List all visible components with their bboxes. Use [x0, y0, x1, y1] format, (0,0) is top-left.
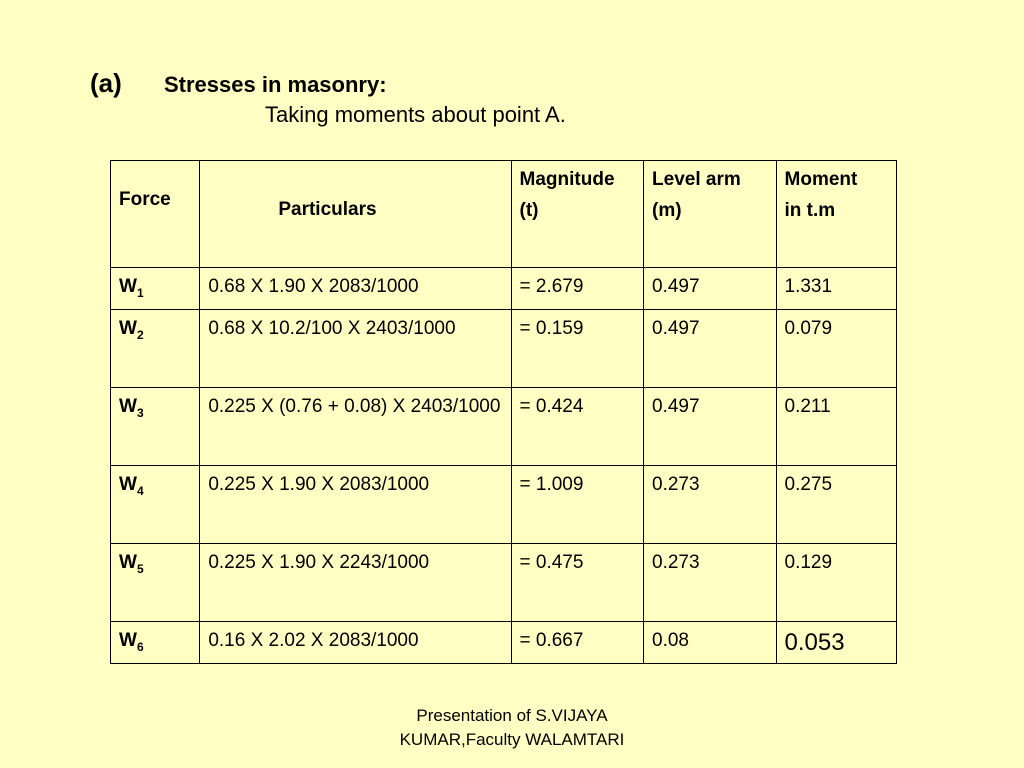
table-row	[111, 268, 897, 310]
force-cell	[111, 268, 200, 310]
header-magnitude-line2: (t)	[519, 200, 539, 221]
magnitude-cell: = 1.009	[511, 466, 644, 544]
header-moment-line1: Moment	[784, 169, 858, 190]
footer-line1: Presentation of S.VIJAYA	[416, 706, 608, 725]
footer-line2: KUMAR,Faculty WALAMTARI	[399, 730, 625, 749]
force-subscript: 5	[136, 562, 144, 576]
table-row	[111, 310, 897, 388]
force-symbol: W	[119, 396, 137, 417]
header-magnitude-line1: Magnitude	[519, 169, 615, 190]
header-moment-line2: in t.m	[784, 200, 836, 221]
moment-cell: 0.079	[776, 310, 896, 388]
lever-arm-cell: 0.497	[644, 310, 777, 388]
header-lever-line1: Level arm	[652, 169, 741, 190]
force-cell	[111, 466, 200, 544]
force-subscript: 6	[136, 640, 144, 654]
force-subscript: 4	[136, 484, 144, 498]
header-moment	[776, 161, 896, 268]
slide-subtitle: Taking moments about point A.	[265, 102, 566, 127]
force-subscript: 2	[136, 328, 144, 342]
moment-cell: 1.331	[776, 268, 896, 310]
magnitude-cell: = 0.667	[511, 622, 644, 664]
lever-arm-cell: 0.497	[644, 268, 777, 310]
table-row	[111, 544, 897, 622]
particulars-cell: 0.68 X 10.2/100 X 2403/1000	[200, 310, 511, 388]
force-subscript: 3	[136, 406, 144, 420]
header-lever-line2: (m)	[652, 200, 682, 221]
particulars-cell: 0.68 X 1.90 X 2083/1000	[200, 268, 511, 310]
header-lever-arm	[644, 161, 777, 268]
table-header-row	[111, 161, 897, 268]
particulars-cell: 0.225 X (0.76 + 0.08) X 2403/1000	[200, 388, 511, 466]
moment-cell: 0.211	[776, 388, 896, 466]
force-subscript: 1	[136, 286, 144, 300]
table-row	[111, 466, 897, 544]
particulars-cell: 0.225 X 1.90 X 2083/1000	[200, 466, 511, 544]
table-row	[111, 388, 897, 466]
force-symbol: W	[119, 318, 137, 339]
force-symbol: W	[119, 276, 137, 297]
force-cell	[111, 388, 200, 466]
force-symbol: W	[119, 552, 137, 573]
particulars-cell: 0.225 X 1.90 X 2243/1000	[200, 544, 511, 622]
moments-table	[110, 160, 897, 664]
slide-title: Stresses in masonry:	[164, 72, 387, 97]
force-symbol: W	[119, 474, 137, 495]
moment-cell: 0.275	[776, 466, 896, 544]
lever-arm-cell: 0.273	[644, 544, 777, 622]
section-label: (a)	[90, 68, 122, 98]
header-particulars: Particulars	[200, 161, 511, 268]
footer-credit	[372, 704, 652, 752]
header-magnitude	[511, 161, 644, 268]
force-cell	[111, 310, 200, 388]
lever-arm-cell: 0.497	[644, 388, 777, 466]
lever-arm-cell: 0.08	[644, 622, 777, 664]
header-force: Force	[111, 161, 200, 268]
moment-cell: 0.129	[776, 544, 896, 622]
force-symbol: W	[119, 630, 137, 651]
moment-cell: 0.053	[776, 622, 896, 664]
magnitude-cell: = 0.159	[511, 310, 644, 388]
particulars-cell: 0.16 X 2.02 X 2083/1000	[200, 622, 511, 664]
magnitude-cell: = 0.424	[511, 388, 644, 466]
magnitude-cell: = 2.679	[511, 268, 644, 310]
force-cell	[111, 622, 200, 664]
magnitude-cell: = 0.475	[511, 544, 644, 622]
table-row	[111, 622, 897, 664]
lever-arm-cell: 0.273	[644, 466, 777, 544]
force-cell	[111, 544, 200, 622]
